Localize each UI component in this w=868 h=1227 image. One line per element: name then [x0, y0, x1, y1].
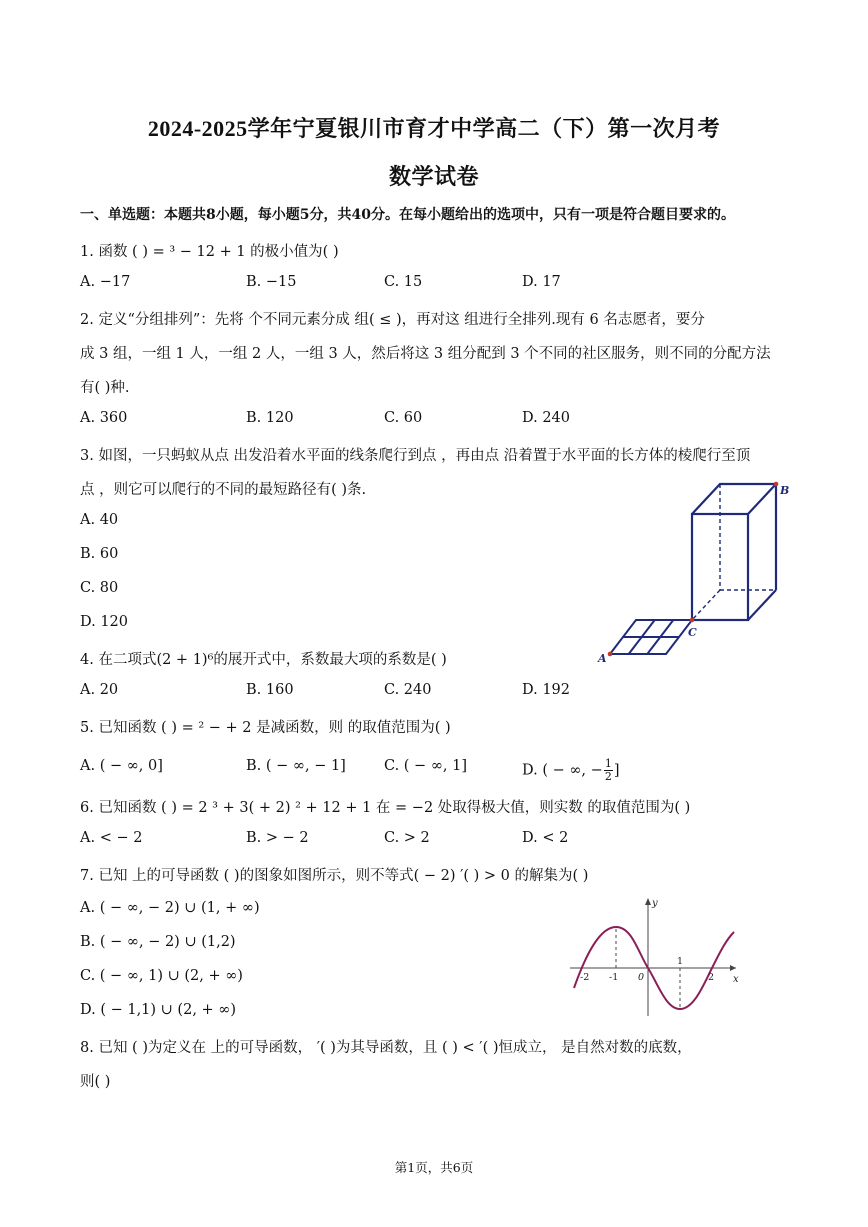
q5-option-d-text: D. ( − ∞, −: [522, 762, 603, 779]
q2-option-b: B. 120: [246, 410, 294, 426]
q1-option-d: D. 17: [522, 274, 561, 290]
point-b-dot: [774, 482, 779, 487]
q1-option-c: C. 15: [384, 274, 423, 290]
q4-option-b: B. 160: [246, 682, 294, 698]
q2-option-d: D. 240: [522, 410, 571, 426]
q3-option-a: A. 40: [80, 512, 119, 528]
q5-option-c: C. ( − ∞, 1]: [384, 758, 467, 774]
q7-option-c: C. ( − ∞, 1) ∪ (2, + ∞): [80, 968, 243, 984]
exam-subtitle: 数学试卷: [388, 164, 479, 189]
x-axis-label: x: [733, 974, 739, 985]
y-axis-label: y: [652, 898, 658, 909]
q2-option-a: A. 360: [80, 410, 128, 426]
section-heading: 一、单选题：本题共8小题，每小题5分，共40分。在每小题给出的选项中，只有一项是符合题目要求的。: [80, 207, 735, 223]
q5-option-d-close: ]: [613, 762, 620, 779]
q4-option-a: A. 20: [80, 682, 119, 698]
q7-option-d: D. ( − 1,1) ∪ (2, + ∞): [80, 1002, 237, 1018]
question-2-stem-line1: 2. 定义“分组排列”：先将 个不同元素分成 组( ≤ )，再对这 组进行全排列.现有 6 名志愿者，要分: [80, 312, 705, 328]
question-7-stem: 7. 已知 上的可导函数 ( )的图象如图所示，则不等式( − 2) ′( ) > 0 的解集为( ): [80, 868, 589, 884]
q6-option-b: B. > − 2: [246, 830, 309, 846]
tick-2: 2: [708, 972, 715, 983]
q6-option-a: A. < − 2: [80, 830, 143, 846]
function-graph-figure: [566, 892, 746, 1020]
question-3-stem-line2: 点 ，则它可以爬行的不同的最短路径有( )条.: [80, 482, 367, 498]
q1-option-b: B. −15: [246, 274, 297, 290]
x-axis-arrow: [730, 965, 736, 971]
q4-option-c: C. 240: [384, 682, 432, 698]
y-axis-arrow: [645, 898, 651, 905]
label-c: C: [688, 626, 697, 639]
q6-option-c: C. > 2: [384, 830, 430, 846]
q2-option-c: C. 60: [384, 410, 423, 426]
cuboid-path-figure: [596, 476, 796, 666]
ground-grid: [610, 620, 692, 654]
q7-option-b: B. ( − ∞, − 2) ∪ (1,2): [80, 934, 236, 950]
question-4-stem: 4. 在二项式(2 + 1)⁶的展开式中，系数最大项的系数是( ): [80, 652, 447, 668]
cuboid-top-face: [692, 484, 776, 514]
point-a-dot: [608, 652, 613, 657]
question-2-stem-line3: 有( )种.: [80, 380, 130, 396]
q4-option-d: D. 192: [522, 682, 571, 698]
q5-option-b: B. ( − ∞, − 1]: [246, 758, 346, 774]
tick-neg1: -1: [609, 972, 619, 983]
question-8-stem-line1: 8. 已知 ( )为定义在 上的可导函数， ′( )为其导函数，且 ( ) < ′( )恒成立， 是自然对数的底数，: [80, 1040, 692, 1056]
q6-option-d: D. < 2: [522, 830, 569, 846]
q7-option-a: A. ( − ∞, − 2) ∪ (1, + ∞): [80, 900, 260, 916]
q3-option-c: C. 80: [80, 580, 119, 596]
point-c-dot: [690, 618, 695, 623]
question-8-stem-line2: 则( ): [80, 1074, 111, 1090]
question-1-stem: 1. 函数 ( ) = ³ − 12 + 1 的极小值为( ): [80, 244, 339, 260]
question-6-stem: 6. 已知函数 ( ) = 2 ³ + 3( + 2) ² + 12 + 1 在 = −2 处取得极大值，则实数 的取值范围为( ): [80, 800, 691, 816]
tick-neg2: -2: [580, 972, 590, 983]
q3-option-b: B. 60: [80, 546, 119, 562]
q5-option-d: [522, 758, 619, 783]
page-footer: 第1页，共6页: [394, 1160, 474, 1175]
label-b: B: [780, 484, 790, 497]
q1-option-a: A. −17: [80, 274, 131, 290]
origin-label: 0: [638, 972, 645, 983]
question-2-stem-line2: 成 3 组，一组 1 人，一组 2 人，一组 3 人，然后将这 3 组分配到 3 个不同的社区服务，则不同的分配方法: [80, 346, 771, 362]
tick-1: 1: [677, 956, 684, 967]
question-5-stem: 5. 已知函数 ( ) = ² − + 2 是减函数，则 的取值范围为( ): [80, 720, 451, 736]
exam-title: 2024-2025学年宁夏银川市育才中学高二（下）第一次月考: [147, 116, 721, 141]
q5-fraction-denominator: 2: [604, 770, 612, 783]
cuboid-hidden-edges: [692, 484, 776, 620]
q5-fraction-numerator: 1: [604, 757, 612, 770]
q5-fraction: [604, 758, 613, 783]
q3-option-d: D. 120: [80, 614, 129, 630]
question-3-stem-line1: 3. 如图，一只蚂蚁从点 出发沿着水平面的线条爬行到点 ，再由点 沿着置于水平面的长方体的棱爬行至顶: [80, 448, 751, 464]
q5-option-a: A. ( − ∞, 0]: [80, 758, 163, 774]
cuboid-bottom-right-edge: [748, 590, 776, 620]
label-a: A: [598, 652, 607, 665]
